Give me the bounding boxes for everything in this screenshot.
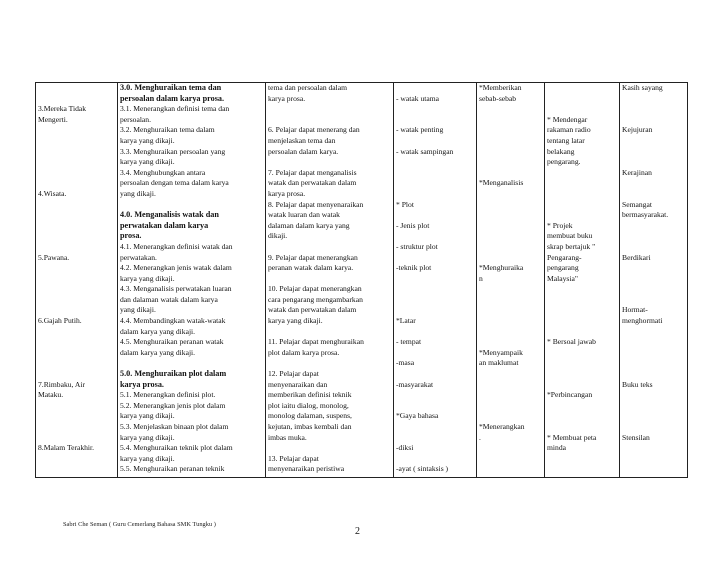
cell-line: membuat buku <box>547 231 593 241</box>
cell-line <box>268 358 391 369</box>
cell-line <box>38 305 115 316</box>
cell-line: - tempat <box>396 337 422 347</box>
cell-line <box>38 358 115 369</box>
cell-line <box>479 305 542 316</box>
cell-line <box>38 433 115 444</box>
cell-line <box>622 178 685 189</box>
cell-line: plot dalam karya prosa. <box>268 347 340 357</box>
cell-line <box>396 390 474 401</box>
cell-line: Kerajinan <box>622 167 652 177</box>
cell-line <box>38 263 115 274</box>
cell-line: *Memberikan <box>479 83 522 92</box>
cell-line: 4.5. Menghuraikan peranan watak <box>120 337 224 347</box>
cell-line: - Jenis plot <box>396 220 430 230</box>
cell-line <box>547 83 617 94</box>
cell-line <box>547 369 617 380</box>
cell-line: Kasih sayang <box>622 83 663 92</box>
cell-line: - watak penting <box>396 125 444 135</box>
cell-line: tema dan persoalan dalam <box>268 83 348 92</box>
cell-line <box>396 422 474 433</box>
cell-line: Malaysia" <box>547 273 578 283</box>
cell-line <box>38 83 115 94</box>
cell-line <box>479 380 542 391</box>
cell-line: perwatakan. <box>120 252 157 262</box>
cell-line: Buku teks <box>622 379 653 389</box>
learning-outcomes-column <box>266 83 394 478</box>
cell-line: . <box>479 432 481 442</box>
cell-line: persoalan dalam karya. <box>268 146 339 156</box>
cell-line: menghormati <box>622 316 663 326</box>
cell-line <box>547 316 617 327</box>
cell-line <box>622 327 685 338</box>
cell-line: karya prosa. <box>268 93 306 103</box>
cell-line <box>396 83 474 94</box>
cell-line <box>38 221 115 232</box>
cell-line: Mengerti. <box>38 114 68 124</box>
activities-column <box>545 83 620 478</box>
cell-line: plot iaitu dialog, monolog, <box>268 400 349 410</box>
cell-line <box>396 210 474 221</box>
cell-line: 3.1. Menerangkan definisi tema dan <box>120 104 230 114</box>
cell-line: Semangat <box>622 199 652 209</box>
cell-line <box>479 189 542 200</box>
cell-line: watak dan perwatakan dalam <box>268 178 357 188</box>
cell-line <box>396 253 474 264</box>
cell-line <box>396 157 474 168</box>
values-column <box>620 83 688 478</box>
cell-line <box>547 305 617 316</box>
cell-line <box>396 401 474 412</box>
cell-line <box>479 390 542 401</box>
cell-line: dalam karya yang dikaji. <box>120 326 196 336</box>
cell-line <box>547 401 617 412</box>
cell-line: menyenaraikan dan <box>268 379 328 389</box>
cell-line <box>38 369 115 380</box>
cell-line <box>268 157 391 168</box>
cell-line <box>547 348 617 359</box>
cell-line: 5.3. Menjelaskan binaan plot dalam <box>120 422 229 431</box>
cell-line <box>547 178 617 189</box>
cell-line <box>622 263 685 274</box>
cell-line: bermasyarakat. <box>622 210 669 220</box>
cell-line: - watak utama <box>396 93 440 103</box>
cell-line <box>268 443 391 454</box>
cell-line <box>38 337 115 348</box>
cell-line <box>622 401 685 412</box>
cell-line <box>38 178 115 189</box>
cell-line: 7.Rimbaku, Air <box>38 379 86 389</box>
cell-line <box>479 369 542 380</box>
cell-line: yang dikaji. <box>120 188 156 198</box>
cell-line: dikaji. <box>268 231 288 241</box>
cell-line: 6.Gajah Putih. <box>38 316 82 326</box>
cell-line <box>396 189 474 200</box>
cell-line <box>38 464 115 475</box>
cell-line: -ayat ( sintaksis ) <box>396 464 449 474</box>
cell-line <box>396 433 474 444</box>
cell-line: * Plot <box>396 199 414 209</box>
cell-line <box>479 464 542 475</box>
cell-line <box>547 327 617 338</box>
cell-line: 5.4. Menghuraikan teknik plot dalam <box>120 443 233 453</box>
cell-line: *Perbincangan <box>547 390 593 400</box>
table-row <box>36 83 688 478</box>
cell-line: 7. Pelajar dapat menganalisis <box>268 167 357 177</box>
cell-line <box>622 94 685 105</box>
cell-line <box>38 125 115 136</box>
cell-line <box>547 284 617 295</box>
cell-line: Hormat- <box>622 305 648 315</box>
cell-line: monolog dalaman, suspens, <box>268 411 352 421</box>
cell-line: 9. Pelajar dapat menerangkan <box>268 252 358 262</box>
concepts-column <box>394 83 477 478</box>
cell-line <box>479 147 542 158</box>
cell-line: peranan watak dalam karya. <box>268 263 354 273</box>
cell-line: - watak sampingan <box>396 146 454 156</box>
cell-line: karya yang dikaji. <box>120 411 175 421</box>
cell-line: 11. Pelajar dapat menghuraikan <box>268 337 364 347</box>
cell-line <box>396 284 474 295</box>
cell-line <box>622 390 685 401</box>
cell-line: dan dalaman watak dalam karya <box>120 294 218 304</box>
cell-line <box>622 284 685 295</box>
cell-line: 3.Mereka Tidak <box>38 104 87 114</box>
cell-line: 8. Pelajar dapat menyenaraikan <box>268 199 364 209</box>
cell-line: pengarang <box>547 263 579 273</box>
cell-line: pengarang. <box>547 157 581 167</box>
cell-line: imbas muka. <box>268 432 307 442</box>
cell-line: 3.4. Menghubungkan antara <box>120 167 206 177</box>
cell-line <box>38 454 115 465</box>
cell-line <box>622 104 685 115</box>
cell-line: *Menerangkan <box>479 422 525 431</box>
cell-line: n <box>479 273 483 283</box>
cell-line <box>547 168 617 179</box>
cell-line <box>479 443 542 454</box>
cell-line <box>547 411 617 422</box>
cell-line: Kejujuran <box>622 125 653 135</box>
cell-line: karya yang dikaji. <box>268 316 323 326</box>
cell-line <box>479 284 542 295</box>
cell-line: karya prosa. <box>268 188 306 198</box>
cell-line <box>396 274 474 285</box>
cell-line <box>38 295 115 306</box>
cell-line: watak luaran dan watak <box>268 210 340 220</box>
cell-line: yang dikaji. <box>120 305 156 315</box>
cell-line: 6. Pelajar dapat menerang dan <box>268 125 360 135</box>
cell-line: 5.0. Menghuraikan plot dalam <box>120 369 227 379</box>
cell-line <box>547 464 617 475</box>
cell-line: * Bersoal jawab <box>547 337 596 347</box>
cell-line <box>622 115 685 126</box>
cell-line <box>38 411 115 422</box>
cell-line <box>479 136 542 147</box>
cell-line: dalam karya yang dikaji. <box>120 347 196 357</box>
cell-line <box>396 231 474 242</box>
cell-line: -masa <box>396 358 415 368</box>
cell-line <box>396 305 474 316</box>
cell-line <box>479 125 542 136</box>
cell-line: *Latar <box>396 316 416 326</box>
cell-line <box>38 348 115 359</box>
cell-line: 4.2. Menerangkan jenis watak dalam <box>120 263 232 273</box>
thinking-skills-column <box>477 83 545 478</box>
cell-line <box>396 178 474 189</box>
cell-line <box>479 168 542 179</box>
cell-line <box>622 221 685 232</box>
cell-line <box>479 242 542 253</box>
cell-line <box>479 411 542 422</box>
cell-line: * Mendengar <box>547 114 588 124</box>
cell-line: -masyarakat <box>396 379 434 389</box>
cell-line <box>547 189 617 200</box>
cell-line <box>622 454 685 465</box>
cell-line <box>547 422 617 433</box>
cell-line: minda <box>547 443 566 453</box>
cell-line: 5.5. Menghuraikan peranan teknik <box>120 464 225 474</box>
cell-line: Stensilan <box>622 432 650 442</box>
cell-line: tentang latar <box>547 135 585 145</box>
cell-line: 8.Malam Terakhir. <box>38 443 95 453</box>
cell-line <box>479 295 542 306</box>
cell-line <box>622 464 685 475</box>
cell-line: karya yang dikaji. <box>120 453 175 463</box>
cell-line: karya yang dikaji. <box>120 157 175 167</box>
cell-line: rakaman radio <box>547 125 591 135</box>
cell-line: * Membuat peta <box>547 432 597 442</box>
cell-line <box>622 295 685 306</box>
cell-line <box>396 168 474 179</box>
cell-line: 4.0. Menganalisis watak dan <box>120 210 219 220</box>
cell-line: * Projek <box>547 220 573 230</box>
cell-line <box>547 295 617 306</box>
cell-line <box>396 104 474 115</box>
cell-line <box>622 411 685 422</box>
cell-line <box>547 210 617 221</box>
cell-line <box>622 242 685 253</box>
cell-line: *Gaya bahasa <box>396 411 439 421</box>
cell-line <box>547 200 617 211</box>
cell-line: 5.1. Menerangkan definisi plot. <box>120 390 216 400</box>
cell-line: 5.Pawana. <box>38 252 70 262</box>
cell-line <box>38 422 115 433</box>
cell-line: 4.3. Menganalisis perwatakan luaran <box>120 284 232 294</box>
cell-line: perwatakan dalam karya <box>120 220 209 230</box>
cell-line <box>622 422 685 433</box>
cell-line <box>479 454 542 465</box>
cell-line: 10. Pelajar dapat menerangkan <box>268 284 362 294</box>
cell-line <box>268 104 391 115</box>
cell-line <box>38 231 115 242</box>
cell-line <box>622 443 685 454</box>
cell-line <box>268 274 391 285</box>
cell-line <box>479 221 542 232</box>
cell-line: *Menghuraika <box>479 263 524 273</box>
cell-line: 3.0. Menghuraikan tema dan <box>120 83 222 92</box>
cell-line: watak dan perwatakan dalam <box>268 305 357 315</box>
learning-area-column <box>118 83 266 478</box>
cell-line: 4.4. Membandingkan watak-watak <box>120 316 226 326</box>
cell-line <box>479 231 542 242</box>
cell-line <box>396 115 474 126</box>
cell-line: sebab-sebab <box>479 93 517 103</box>
cell-line <box>38 157 115 168</box>
cell-line: Berdikari <box>622 252 651 262</box>
cell-line <box>38 147 115 158</box>
cell-line <box>622 147 685 158</box>
cell-line <box>479 115 542 126</box>
cell-line: 13. Pelajar dapat <box>268 453 319 463</box>
cell-line <box>479 210 542 221</box>
cell-line <box>396 295 474 306</box>
cell-line <box>622 136 685 147</box>
cell-line <box>479 316 542 327</box>
cell-line <box>547 380 617 391</box>
cell-line <box>396 454 474 465</box>
cell-line: karya prosa. <box>120 379 164 389</box>
cell-line <box>622 157 685 168</box>
cell-line <box>120 200 263 211</box>
lesson-plan-table <box>35 82 688 478</box>
cell-line: 4.Wisata. <box>38 188 67 198</box>
cell-line: 3.3. Menghuraikan persoalan yang <box>120 146 226 156</box>
cell-line <box>396 348 474 359</box>
cell-line: karya yang dikaji. <box>120 135 175 145</box>
cell-line <box>622 358 685 369</box>
cell-line: kejutan, imbas kembali dan <box>268 422 352 431</box>
cell-line <box>38 136 115 147</box>
cell-line <box>479 327 542 338</box>
cell-line <box>268 327 391 338</box>
cell-line <box>479 337 542 348</box>
cell-line: -diksi <box>396 443 414 453</box>
cell-line: menjelaskan tema dan <box>268 135 336 145</box>
cell-line <box>38 94 115 105</box>
footer-credit: Sabri Che Seman ( Guru Cemerlang Bahasa SMK Tungku ) <box>63 521 216 528</box>
cell-line: karya yang dikaji. <box>120 273 175 283</box>
cell-line <box>38 242 115 253</box>
cell-line: karya yang dikaji. <box>120 432 175 442</box>
cell-line <box>120 358 263 369</box>
cell-line <box>622 274 685 285</box>
cell-line: - struktur plot <box>396 241 438 251</box>
cell-line: persoalan. <box>120 114 151 124</box>
cell-line <box>479 200 542 211</box>
cell-line <box>622 189 685 200</box>
cell-line <box>622 231 685 242</box>
cell-line: 5.2. Menerangkan jenis plot dalam <box>120 400 226 410</box>
cell-line: cara pengarang mengambarkan <box>268 294 363 304</box>
cell-line <box>622 348 685 359</box>
cell-line: *Menganalisis <box>479 178 524 188</box>
cell-line: Pengarang- <box>547 252 582 262</box>
cell-line: an maklumat <box>479 358 519 368</box>
cell-line <box>38 274 115 285</box>
cell-line: menyenaraikan peristiwa <box>268 464 345 474</box>
cell-line: skrap bertajuk " <box>547 241 596 251</box>
cell-line: -teknik plot <box>396 263 432 273</box>
cell-line: 12. Pelajar dapat <box>268 369 319 379</box>
cell-line: 3.2. Menghuraikan tema dalam <box>120 125 215 135</box>
cell-line: persoalan dalam karya prosa. <box>120 93 225 103</box>
cell-line <box>622 369 685 380</box>
cell-line <box>268 242 391 253</box>
cell-line <box>479 253 542 264</box>
cell-line <box>268 115 391 126</box>
cell-line: prosa. <box>120 231 142 241</box>
cell-line: *Menyampaik <box>479 347 523 357</box>
page-number: 2 <box>355 526 360 537</box>
cell-line <box>547 358 617 369</box>
cell-line <box>479 401 542 412</box>
cell-line <box>38 401 115 412</box>
cell-line: 4.1. Menerangkan definisi watak dan <box>120 241 233 251</box>
cell-line <box>38 168 115 179</box>
cell-line <box>479 157 542 168</box>
cell-line <box>38 210 115 221</box>
cell-line: persoalan dengan tema dalam karya <box>120 178 229 188</box>
cell-line <box>396 369 474 380</box>
cell-line <box>38 200 115 211</box>
cell-line <box>547 94 617 105</box>
cell-line <box>396 327 474 338</box>
cell-line <box>479 104 542 115</box>
cell-line: dalaman dalam karya yang <box>268 220 350 230</box>
cell-line: memberikan definisi teknik <box>268 390 352 400</box>
cell-line <box>396 136 474 147</box>
text-title-column <box>36 83 118 478</box>
cell-line: belakang <box>547 146 575 156</box>
cell-line <box>547 104 617 115</box>
cell-line: Mataku. <box>38 390 64 400</box>
cell-line <box>547 454 617 465</box>
cell-line <box>38 327 115 338</box>
cell-line <box>622 337 685 348</box>
cell-line <box>38 284 115 295</box>
